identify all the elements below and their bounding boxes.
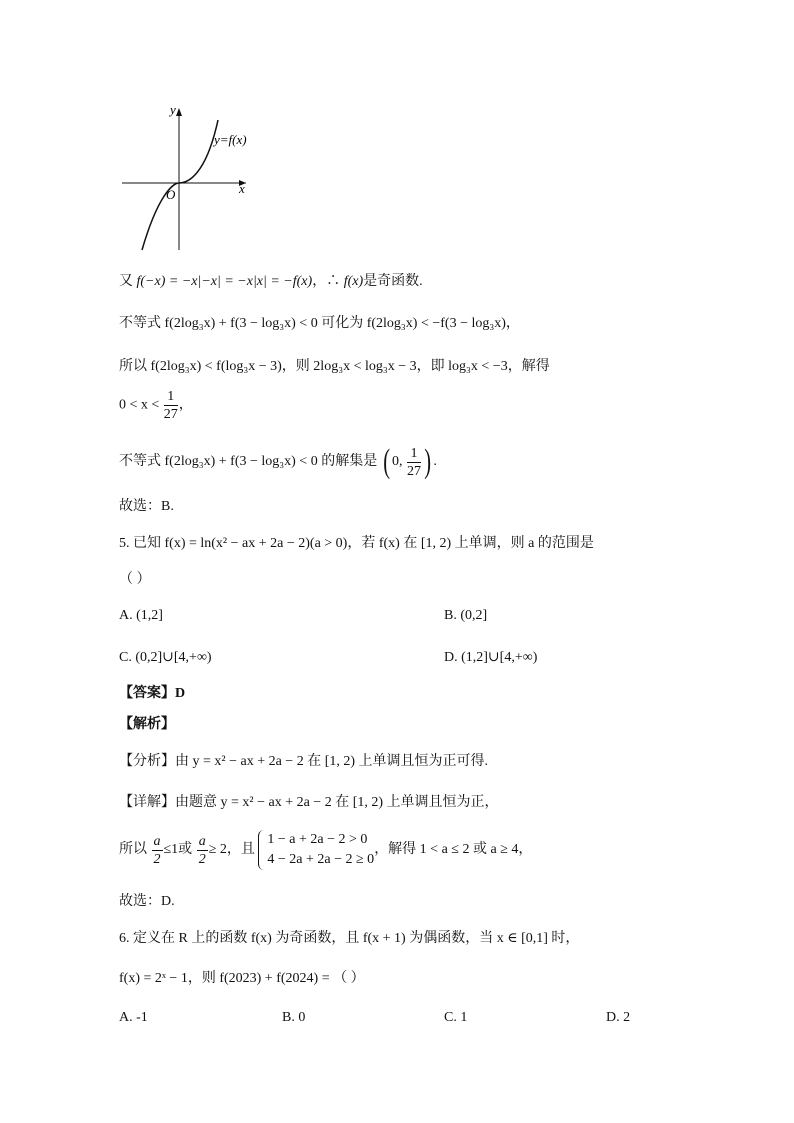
text: 0 < x < (119, 397, 160, 413)
function-curve (142, 120, 218, 250)
fraction (152, 833, 163, 868)
denominator: 27 (163, 407, 178, 422)
text: ，∴ (312, 274, 344, 289)
math: f(x) (343, 274, 364, 289)
solution-set-line (119, 442, 437, 482)
option-c: C. (0,2]∪[4,+∞) (119, 650, 212, 665)
denominator: 2 (198, 851, 206, 867)
function-graph (118, 100, 258, 255)
analysis-label: 【解析】 (119, 717, 175, 732)
question-5 (119, 534, 594, 554)
curve-label: y=f(x) (214, 132, 247, 147)
row: 4 − 2a + 2a − 2 ≥ 0 (267, 852, 375, 867)
text: 是奇函数. (363, 274, 423, 289)
text: ≥ 2，且 (208, 842, 255, 858)
y-axis-label: y (170, 102, 176, 117)
numerator: 1 (164, 388, 178, 406)
text: 0, (392, 454, 403, 470)
monotone-step-line (119, 357, 550, 377)
inequality-transform-line (119, 314, 520, 334)
choose-d-line: 故选：D. (119, 894, 175, 909)
question-6 (119, 929, 579, 949)
fraction (164, 388, 178, 423)
text: ≤1或 (163, 842, 193, 858)
text: 不等式 f(2log₃x) + f(3 − log₃x) < 0 的解集是 (119, 454, 378, 470)
q6-option-a: A. -1 (119, 1010, 148, 1025)
origin-label: O (166, 187, 176, 202)
denominator: 2 (153, 851, 161, 867)
paren: ( (382, 443, 390, 480)
x-axis-label: x (239, 181, 245, 196)
q6-option-c: C. 1 (444, 1010, 468, 1025)
choose-b-line: 故选：B. (119, 499, 174, 514)
denominator: 27 (407, 463, 422, 479)
odd-function-line (119, 272, 423, 292)
row: 1 − a + 2a − 2 > 0 (267, 832, 368, 847)
text: 5. 已知 f(x) = ln(x² − ax + 2a − 2)(a > 0)，若 f(x) 在 [1, 2) 上单调，则 a 的范围是 (119, 536, 594, 551)
system-line (119, 830, 532, 870)
question-6-cont: f(x) = 2ˣ − 1，则 f(2023) + f(2024) = （ ） (119, 971, 365, 986)
text: ， (178, 397, 193, 413)
y-axis-arrow (176, 108, 182, 116)
math: f(−x) = −x|−x| = −x|x| = −f(x) (136, 274, 313, 289)
text: 又 (119, 274, 137, 289)
option-a: A. (1,2] (119, 608, 163, 623)
text: 6. 定义在 R 上的函数 f(x) 为奇函数，且 f(x + 1) 为偶函数，当 x ∈ [0,1] 时， (119, 931, 580, 946)
paren: ) (424, 443, 432, 480)
numerator: a (153, 833, 161, 849)
answer-label: 【答案】D (119, 686, 186, 701)
text: . (433, 454, 437, 470)
text: 所以 f(2log₃x) < f(log₃x − 3)，则 2log₃x < log₃x − 3，即 log₃x < −3，解得 (119, 359, 550, 374)
inequality-system (258, 830, 374, 870)
question-5-blank: （ ） (119, 572, 151, 587)
text: 所以 (119, 842, 147, 858)
text: 不等式 f(2log₃x) + f(3 − log₃x) < 0 可化为 f(2log₃x) < −f(3 − log₃x)， (119, 316, 520, 331)
fraction (407, 445, 421, 480)
solution-range-line (119, 388, 193, 423)
analysis-line: 【分析】由 y = x² − ax + 2a − 2 在 [1, 2) 上单调且恒为正可得. (119, 754, 489, 769)
option-b: B. (0,2] (444, 608, 488, 623)
q6-option-d: D. 2 (606, 1010, 631, 1025)
q6-option-b: B. 0 (282, 1010, 306, 1025)
option-d: D. (1,2]∪[4,+∞) (444, 650, 538, 665)
numerator: a (198, 833, 206, 849)
fraction (197, 833, 208, 868)
text: ，解得 1 < a ≤ 2 或 a ≥ 4， (374, 842, 533, 858)
detail-line: 【详解】由题意 y = x² − ax + 2a − 2 在 [1, 2) 上单调且恒为正， (119, 795, 499, 810)
numerator: 1 (407, 445, 421, 463)
